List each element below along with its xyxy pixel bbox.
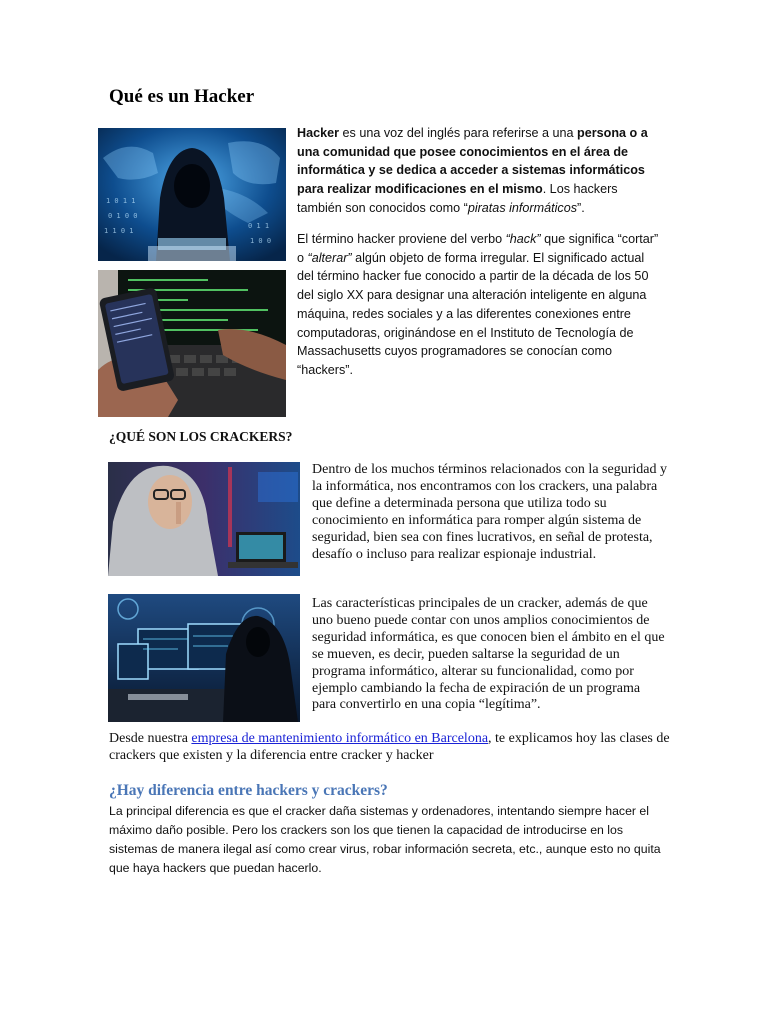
origin-text-2: que significa “cortar” o <box>297 232 659 265</box>
origin-text-1: El término hacker proviene del verbo <box>297 232 506 246</box>
svg-text:1 0 1 1: 1 0 1 1 <box>106 197 136 205</box>
svg-text:0 1 0 0: 0 1 0 0 <box>108 212 138 220</box>
company-text-pre: Desde nuestra <box>109 731 192 746</box>
difference-paragraph: La principal diferencia es que el cracker daña sistemas y ordenadores, intentando siempre hacer el máximo daño posible. Pero los crackers son los que tienen la capacidad de introducirse en los sistemas de manera ilegal así como crear virus, robar información secreta, etc., aunque esto no quita que haya hackers que puedan hacerlo. <box>109 804 661 875</box>
intro-text-3: ”. <box>577 200 585 215</box>
origin-italic-hack: “hack” <box>505 232 541 246</box>
svg-text:1 1 0 1: 1 1 0 1 <box>104 227 134 235</box>
intro-text-1: es una voz del inglés para referirse a una <box>339 126 578 140</box>
company-paragraph <box>109 731 674 765</box>
page-title: Qué es un Hacker <box>109 86 255 107</box>
company-text-post: , te explicamos hoy las clases de crackers que existen y la diferencia entre cracker y hacker <box>109 731 670 763</box>
hacker-origin-paragraph <box>297 230 662 380</box>
crackers-definition-paragraph: Dentro de los muchos términos relacionados con la seguridad y la informática, nos encontramos con los crackers, una palabra que define a determinada persona que utiliza todo su conocimiento en informática para romper algún sistema de seguridad, bien sea con fines lucrativos, en señal de protesta, desafío o incluso para realizar espionaje industrial. <box>312 462 667 562</box>
crackers-heading: ¿QUÉ SON LOS CRACKERS? <box>109 429 293 444</box>
difference-heading: ¿Hay diferencia entre hackers y crackers? <box>109 782 388 799</box>
origin-italic-alterar: “alterar” <box>307 250 352 265</box>
intro-text-2: . Los hackers también son conocidos como “ <box>297 182 618 215</box>
intro-bold-definition: persona o a una comunidad que posee conocimientos en el área de informática y se dedica a acceder a sistemas informáticos para realizar modificaciones en el mismo <box>297 126 648 197</box>
origin-text-3: algún objeto de forma irregular. El significado actual del término hacker fue conocido a partir de la década de los 50 del siglo XX para designar una alteración inteligente en alguna máquina, redes sociales y a las diferentes conexiones entre computadoras, originándose en el Instituto de Tecnología de Massachusetts cuyos programadores se conocían como “hackers”. <box>297 250 649 377</box>
hooded-hacker-image <box>98 128 286 261</box>
hacker-term: Hacker <box>297 126 340 140</box>
hooded-man-glasses-image <box>108 462 300 576</box>
company-link[interactable]: empresa de mantenimiento informático en Barcelona <box>191 731 489 746</box>
phone-laptop-code-image <box>98 270 286 417</box>
intro-italic-piratas: piratas informáticos <box>467 200 577 215</box>
hacker-monitors-image <box>108 594 300 722</box>
crackers-characteristics-paragraph: Las características principales de un cracker, además de que uno bueno puede contar con unos amplios conocimientos de seguridad informática, es que conocen bien el ámbito en el que se mueven, es decir, pueden saltarse la seguridad de un programa informático, alterar su funcionalidad, como por ejemplo cambiando la fecha de expiración de un programa para convertirlo en una copia “legítima”. <box>312 596 665 713</box>
svg-text:1 0 0: 1 0 0 <box>250 237 272 245</box>
hacker-definition-paragraph <box>297 124 662 218</box>
svg-text:0 1 1: 0 1 1 <box>248 222 270 230</box>
